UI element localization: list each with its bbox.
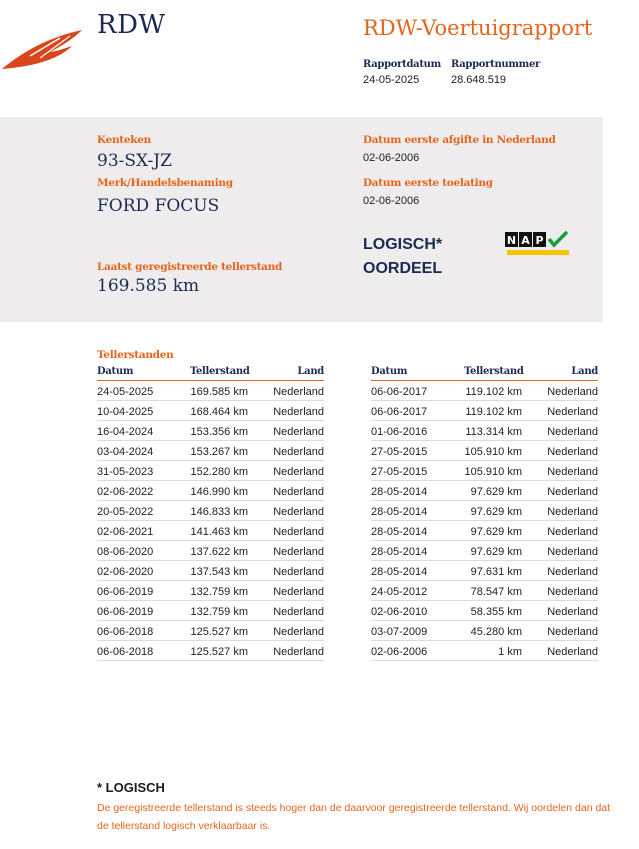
row-tellerstand: 45.280 km [470, 626, 522, 638]
row-tellerstand: 152.280 km [190, 466, 248, 478]
row-land: Nederland [273, 526, 324, 538]
row-land: Nederland [547, 646, 598, 658]
row-land: Nederland [273, 406, 324, 418]
verdict-line-2: OORDEEL [363, 260, 443, 277]
row-tellerstand: 146.833 km [190, 506, 248, 518]
rapportnummer-label: Rapportnummer [451, 59, 540, 70]
header-tellerstand: Tellerstand [190, 366, 250, 377]
odometer-table-right [371, 366, 598, 661]
kenteken-label: Kenteken [97, 134, 151, 146]
row-land: Nederland [273, 586, 324, 598]
table-row [371, 601, 598, 621]
row-land: Nederland [273, 606, 324, 618]
table-row [97, 601, 324, 621]
row-land: Nederland [547, 566, 598, 578]
row-tellerstand: 125.527 km [190, 626, 248, 638]
row-date: 27-05-2015 [371, 466, 428, 478]
table-row [97, 541, 324, 561]
row-date: 24-05-2025 [97, 386, 154, 398]
table-row [371, 421, 598, 441]
verdict [363, 233, 442, 281]
row-land: Nederland [273, 466, 324, 478]
row-land: Nederland [547, 386, 598, 398]
row-land: Nederland [273, 646, 324, 658]
row-tellerstand: 125.527 km [190, 646, 248, 658]
row-date: 06-06-2019 [97, 586, 154, 598]
report-title: RDW-Voertuigrapport [363, 16, 593, 40]
table-row [97, 521, 324, 541]
row-tellerstand: 119.102 km [465, 386, 522, 398]
table-row [371, 641, 598, 661]
row-date: 02-06-2021 [97, 526, 154, 538]
row-land: Nederland [547, 626, 598, 638]
table-row [371, 541, 598, 561]
row-tellerstand: 169.585 km [190, 386, 248, 398]
afgifte-label: Datum eerste afgifte in Nederland [363, 134, 556, 146]
header-land: Land [297, 366, 324, 377]
row-date: 02-06-2022 [97, 486, 154, 498]
row-date: 08-06-2020 [97, 546, 154, 558]
row-tellerstand: 97.629 km [470, 506, 522, 518]
row-date: 02-06-2020 [97, 566, 154, 578]
rdw-logo-icon [0, 24, 90, 72]
table-header [371, 366, 598, 381]
table-row [371, 561, 598, 581]
row-land: Nederland [273, 506, 324, 518]
afgifte-value: 02-06-2006 [363, 152, 420, 164]
row-land: Nederland [547, 426, 598, 438]
row-date: 20-05-2022 [97, 506, 154, 518]
toelating-label: Datum eerste toelating [363, 177, 493, 189]
row-tellerstand: 153.267 km [190, 446, 248, 458]
row-land: Nederland [547, 466, 598, 478]
row-date: 03-04-2024 [97, 446, 154, 458]
tellerstanden-title: Tellerstanden [97, 349, 174, 361]
table-row [97, 621, 324, 641]
header-datum: Datum [97, 366, 134, 377]
row-tellerstand: 97.629 km [470, 546, 522, 558]
row-tellerstand: 105.910 km [464, 466, 522, 478]
tellerstand-value: 169.585 km [97, 276, 200, 296]
table-row [97, 381, 324, 401]
row-tellerstand: 78.547 km [470, 586, 522, 598]
row-date: 28-05-2014 [371, 506, 428, 518]
row-land: Nederland [273, 626, 324, 638]
row-tellerstand: 1 km [498, 646, 522, 658]
row-date: 28-05-2014 [371, 526, 428, 538]
row-land: Nederland [273, 566, 324, 578]
row-date: 03-07-2009 [371, 626, 428, 638]
toelating-value: 02-06-2006 [363, 195, 420, 207]
row-date: 06-06-2018 [97, 646, 154, 658]
table-row [97, 501, 324, 521]
row-tellerstand: 168.464 km [190, 406, 248, 418]
brand-name: RDW [97, 10, 166, 40]
row-land: Nederland [273, 446, 324, 458]
row-date: 10-04-2025 [97, 406, 154, 418]
row-tellerstand: 119.102 km [465, 406, 522, 418]
table-row [97, 641, 324, 661]
row-land: Nederland [547, 606, 598, 618]
row-date: 06-06-2017 [371, 406, 428, 418]
row-tellerstand: 146.990 km [190, 486, 248, 498]
row-date: 27-05-2015 [371, 446, 428, 458]
row-date: 06-06-2019 [97, 606, 154, 618]
table-row [371, 501, 598, 521]
row-tellerstand: 137.543 km [190, 566, 248, 578]
row-tellerstand: 97.629 km [470, 526, 522, 538]
row-land: Nederland [547, 486, 598, 498]
row-land: Nederland [547, 526, 598, 538]
row-tellerstand: 58.355 km [470, 606, 522, 618]
table-row [97, 461, 324, 481]
row-date: 02-06-2010 [371, 606, 428, 618]
table-row [371, 521, 598, 541]
table-row [97, 581, 324, 601]
table-row [97, 421, 324, 441]
table-row [97, 441, 324, 461]
header-tellerstand: Tellerstand [464, 366, 524, 377]
row-date: 06-06-2017 [371, 386, 428, 398]
footnote-title: * LOGISCH [97, 780, 165, 795]
vehicle-panel [0, 117, 603, 322]
row-date: 28-05-2014 [371, 566, 428, 578]
row-land: Nederland [547, 406, 598, 418]
table-header [97, 366, 324, 381]
rapportnummer-value: 28.648.519 [451, 74, 507, 86]
rapportdatum-label: Rapportdatum [363, 59, 441, 70]
row-date: 31-05-2023 [97, 466, 154, 478]
nap-letter-p: P [535, 234, 544, 247]
row-land: Nederland [273, 426, 324, 438]
rapportdatum-value: 24-05-2025 [363, 74, 420, 86]
panel-corner [0, 307, 50, 324]
row-tellerstand: 141.463 km [190, 526, 248, 538]
table-row [97, 481, 324, 501]
table-row [371, 441, 598, 461]
header-datum: Datum [371, 366, 408, 377]
row-date: 01-06-2016 [371, 426, 428, 438]
row-land: Nederland [547, 446, 598, 458]
row-date: 02-06-2006 [371, 646, 428, 658]
row-land: Nederland [547, 586, 598, 598]
nap-check-icon [505, 230, 569, 256]
row-land: Nederland [273, 486, 324, 498]
row-date: 16-04-2024 [97, 426, 154, 438]
merk-value: FORD FOCUS [97, 196, 220, 216]
row-tellerstand: 132.759 km [190, 586, 248, 598]
merk-label: Merk/Handelsbenaming [97, 177, 233, 189]
table-row [371, 621, 598, 641]
row-tellerstand: 105.910 km [464, 446, 522, 458]
row-date: 28-05-2014 [371, 486, 428, 498]
row-tellerstand: 153.356 km [190, 426, 248, 438]
row-date: 28-05-2014 [371, 546, 428, 558]
table-row [371, 401, 598, 421]
table-row [371, 381, 598, 401]
table-row [97, 561, 324, 581]
row-land: Nederland [273, 546, 324, 558]
row-land: Nederland [547, 546, 598, 558]
row-date: 24-05-2012 [371, 586, 428, 598]
row-land: Nederland [547, 506, 598, 518]
row-tellerstand: 97.629 km [470, 486, 522, 498]
odometer-table-left [97, 366, 324, 661]
row-land: Nederland [273, 386, 324, 398]
row-date: 06-06-2018 [97, 626, 154, 638]
kenteken-value: 93-SX-JZ [97, 151, 172, 171]
row-tellerstand: 113.314 km [465, 426, 522, 438]
footnote-text: De geregistreerde tellerstand is steeds hoger dan de daarvoor geregistreerde tellerstand. Wij oordelen dan dat de tellerstand logisch verklaarbaar is. [97, 802, 611, 832]
nap-letter-n: N [506, 234, 517, 247]
table-row [97, 401, 324, 421]
nap-letter-a: A [521, 234, 530, 247]
verdict-line-1: LOGISCH* [363, 236, 443, 253]
table-row [371, 581, 598, 601]
table-row [371, 461, 598, 481]
row-tellerstand: 132.759 km [190, 606, 248, 618]
header-land: Land [571, 366, 598, 377]
row-tellerstand: 97.631 km [470, 566, 522, 578]
tellerstand-label: Laatst geregistreerde tellerstand [97, 261, 283, 273]
table-row [371, 481, 598, 501]
row-tellerstand: 137.622 km [190, 546, 248, 558]
